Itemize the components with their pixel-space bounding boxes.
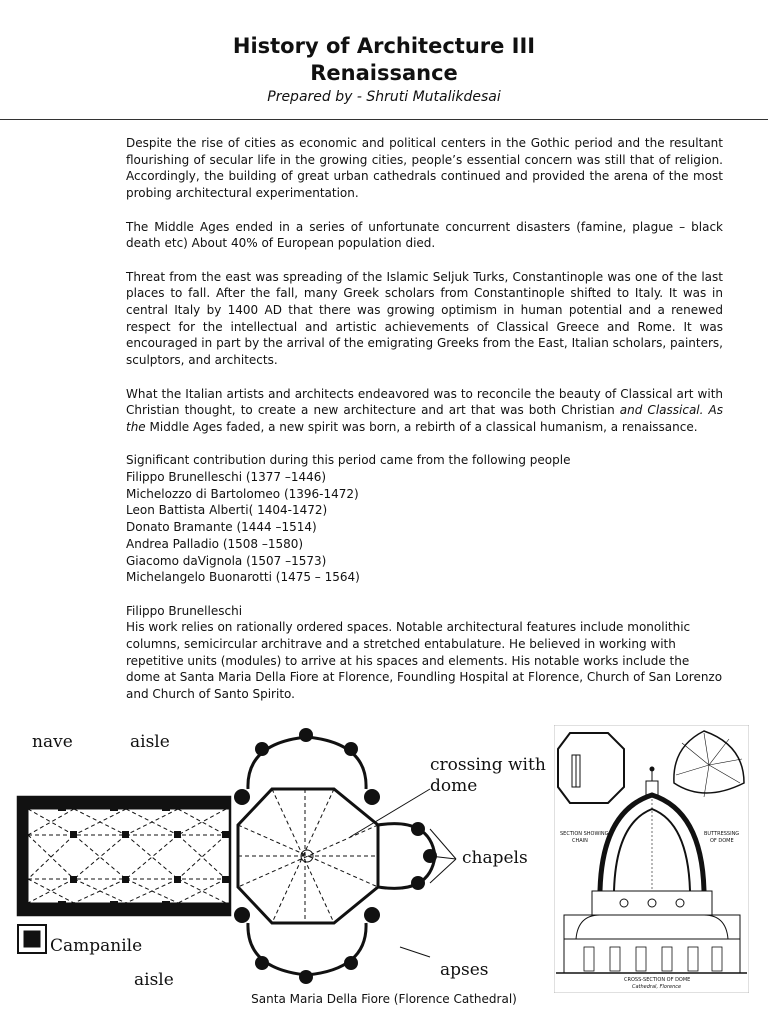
figure-caption: Santa Maria Della Fiore (Florence Cathedral) (251, 992, 517, 1006)
brunelleschi-section (126, 603, 723, 703)
list-item: Filippo Brunelleschi (1377 –1446) (126, 470, 327, 484)
paragraph-4-part-c: Middle Ages faded, a new spirit was born, a rebirth of a classical humanism, a renaissance. (145, 419, 698, 434)
label-buttressing-2: OF DOME (710, 838, 734, 844)
cathedral-floor-plan (10, 725, 546, 988)
label-apses: apses (440, 960, 489, 980)
label-section-chain: SECTION SHOWING (560, 831, 609, 837)
paragraph-4 (126, 386, 723, 436)
label-crossing: crossing with (430, 755, 546, 775)
author-byline: Prepared by - Shruti Mutalikdesai (267, 89, 501, 105)
label-aisle-top: aisle (130, 732, 170, 752)
label-chapels: chapels (462, 848, 528, 868)
paragraph-4-part-a: What the Italian artists and architects endeavored was to reconcile the beauty of Classical art with Christian thought, to create a new architecture and art that was both Christian (126, 386, 723, 418)
label-crossing-dome: dome (430, 776, 478, 796)
label-nave: nave (32, 732, 73, 752)
paragraph-3: Threat from the east was spreading of the Islamic Seljuk Turks, Constantinople was one of the last places to fall. After the fall, many Greek scholars from Constantinople shifted to Italy. It was in central Italy by 1400 AD that there was growing optimism in human potential and a renewed respect for the intellectual and artistic achievements of Classical Greece and Rome. It was encouraged in part by the arrival of the emigrating Greeks from the East, Italian scholars, painters, sculptors, and architects. (126, 269, 723, 368)
list-item: Michelangelo Buonarotti (1475 – 1564) (126, 570, 360, 585)
document-title: History of Architecture III (232, 34, 536, 58)
list-item: Giacomo daVignola (1507 –1573) (126, 553, 327, 568)
dome-cross-section (554, 725, 749, 993)
document-subtitle: Renaissance (310, 61, 458, 85)
list-intro: Significant contribution during this period came from the following people (126, 453, 571, 468)
paragraph-4-italic: and Classical. As the (126, 403, 723, 434)
label-buttressing: BUTTRESSING (704, 831, 740, 837)
header-divider (0, 119, 768, 120)
list-item: Leon Battista Alberti( 1404-1472) (126, 503, 328, 518)
paragraph-1: Despite the rise of cities as economic and political centers in the Gothic period and the resultant flourishing of secular life in the growing cities, people’s essential concern was still that of religion. Accordingly, the building of great urban cathedrals continued and provided the arena of the most probing architectural experimentation. (126, 136, 723, 201)
section-heading: Filippo Brunelleschi (126, 603, 243, 618)
body-text (126, 135, 723, 703)
list-item: Andrea Palladio (1508 –1580) (126, 536, 304, 551)
paragraph-2: The Middle Ages ended in a series of unfortunate concurrent disasters (famine, plague – black death etc) About 40% of European population died. (126, 219, 723, 251)
list-item: Donato Bramante (1444 –1514) (126, 520, 317, 535)
label-cross-section: CROSS-SECTION OF DOME (624, 977, 691, 983)
label-cross-section-2: Cathedral, Florence (632, 984, 682, 990)
label-section-chain-2: CHAIN (572, 838, 588, 844)
label-campanile: Campanile (50, 936, 143, 956)
list-item: Michelozzo di Bartolomeo (1396-1472) (126, 486, 359, 501)
label-aisle-bottom: aisle (134, 970, 174, 988)
people-list (126, 452, 723, 586)
section-text: His work relies on rationally ordered spaces. Notable architectural features include monolithic columns, semicircular architrave and a stretched entabulature. He believed in working with repetitive units (modules) to arrive at his spaces and elements. His notable works include the dome at Santa Maria Della Fiore at Florence, Foundling Hospital at Florence, Church of San Lorenzo and Church of Santo Spirito. (126, 620, 723, 702)
